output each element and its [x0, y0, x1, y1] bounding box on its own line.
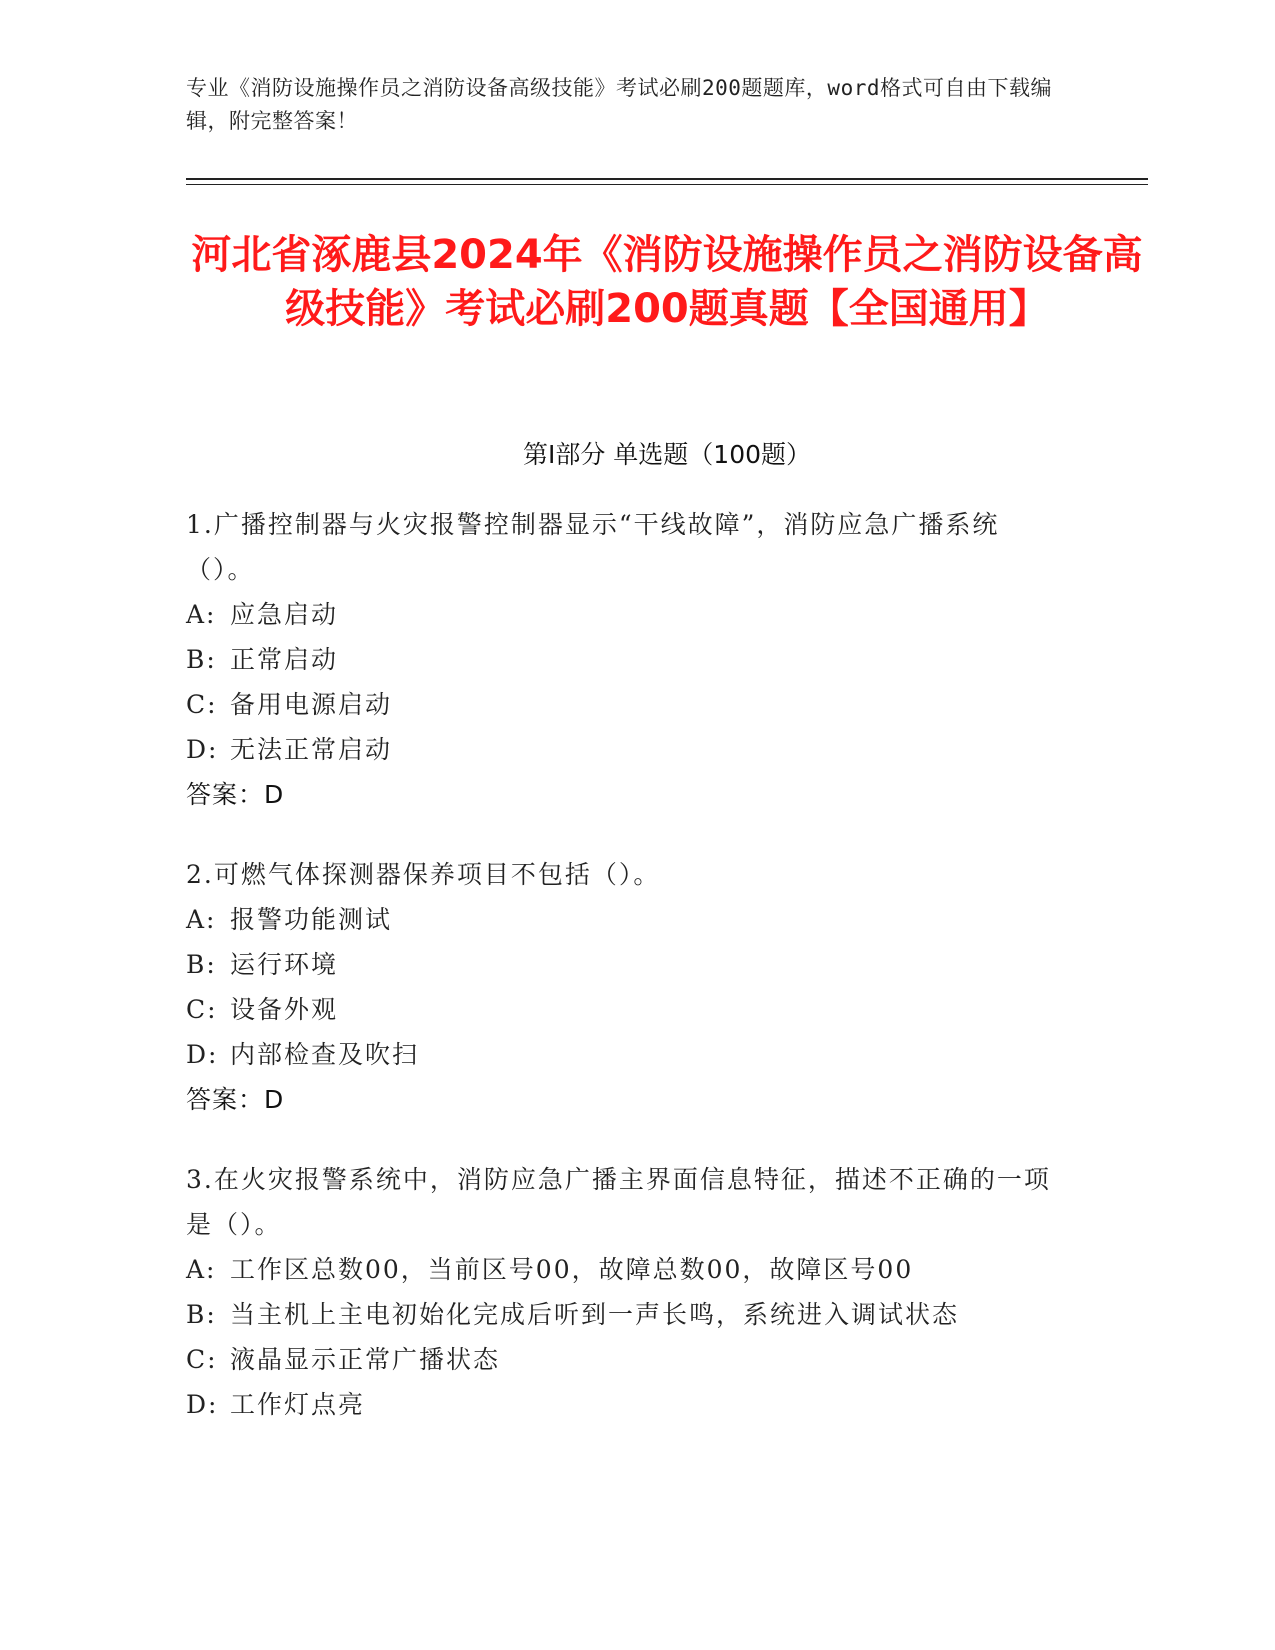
option-text: 备用电源启动: [230, 690, 393, 719]
option-key: C:: [186, 1345, 218, 1374]
option-text: 无法正常启动: [230, 735, 393, 764]
question-1: [186, 502, 1066, 817]
option-text: 报警功能测试: [230, 905, 393, 934]
option-key: D:: [186, 1040, 219, 1069]
answer: 答案：D: [186, 1085, 285, 1114]
option-text: 正常启动: [230, 645, 339, 674]
option-key: D:: [186, 1390, 219, 1419]
option-d: [186, 727, 1066, 772]
option-key: A:: [186, 600, 217, 629]
option-key: D:: [186, 735, 219, 764]
option-b: [186, 942, 1066, 987]
option-d: [186, 1382, 1066, 1427]
option-key: A:: [186, 905, 217, 934]
option-key: B:: [186, 950, 217, 979]
option-a: [186, 592, 1066, 637]
option-a: [186, 897, 1066, 942]
option-key: C:: [186, 995, 218, 1024]
header-note: 专业《消防设施操作员之消防设备高级技能》考试必刷200题题库，word格式可自由下载编辑，附完整答案！: [186, 76, 1052, 133]
option-key: B:: [186, 1300, 217, 1329]
option-a: [186, 1247, 1066, 1292]
option-c: [186, 682, 1066, 727]
answer: 答案：D: [186, 780, 285, 809]
option-text: 应急启动: [230, 600, 339, 629]
option-c: [186, 987, 1066, 1032]
option-b: [186, 637, 1066, 682]
option-c: [186, 1337, 1066, 1382]
question-3: [186, 1157, 1066, 1427]
question-2: [186, 852, 1066, 1122]
option-key: C:: [186, 690, 218, 719]
option-text: 当主机上主电初始化完成后听到一声长鸣，系统进入调试状态: [230, 1300, 960, 1329]
option-text: 设备外观: [230, 995, 339, 1024]
header-rule-thin: [186, 184, 1148, 185]
option-text: 工作区总数00，当前区号00，故障总数00，故障区号00: [230, 1255, 914, 1284]
option-text: 液晶显示正常广播状态: [230, 1345, 501, 1374]
option-text: 工作灯点亮: [230, 1390, 366, 1419]
option-key: B:: [186, 645, 217, 674]
document-title: 河北省涿鹿县2024年《消防设施操作员之消防设备高级技能》考试必刷200题真题【全国通用】: [191, 232, 1143, 332]
option-d: [186, 1032, 1066, 1077]
section-heading: 第I部分 单选题（100题）: [522, 440, 812, 469]
header-rule-thick: [186, 178, 1148, 180]
question-stem: 2.可燃气体探测器保养项目不包括（）。: [186, 860, 661, 889]
option-key: A:: [186, 1255, 217, 1284]
option-text: 运行环境: [230, 950, 339, 979]
option-b: [186, 1292, 1066, 1337]
question-stem: 3.在火灾报警系统中，消防应急广播主界面信息特征，描述不正确的一项是（）。: [186, 1165, 1051, 1239]
option-text: 内部检查及吹扫: [230, 1040, 420, 1069]
question-stem: 1.广播控制器与火灾报警控制器显示“干线故障”，消防应急广播系统（）。: [186, 510, 1000, 584]
